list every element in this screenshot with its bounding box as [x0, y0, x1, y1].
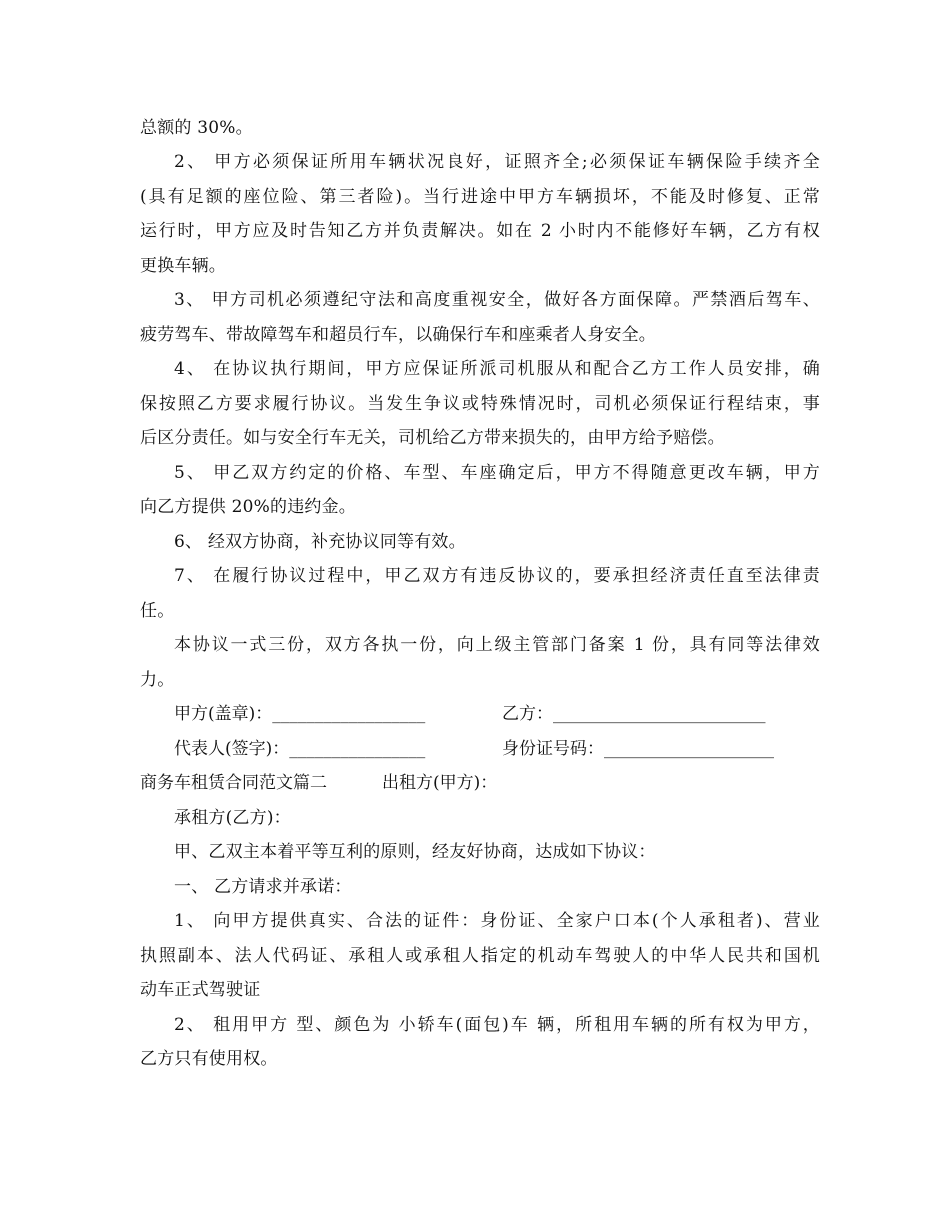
- clause-2-line: 2、 甲方必须保证所用车辆状况良好，证照齐全;必须保证车辆保险手续齐全: [174, 152, 820, 172]
- lessee-label: 承租方(乙方)：: [174, 808, 291, 828]
- section-title: 商务车租赁合同范文篇二: [140, 773, 327, 793]
- paragraph-line: 总额的 30%。: [140, 118, 253, 138]
- clause-6-line: 6、 经双方协商，补充协议同等有效。: [174, 532, 466, 552]
- clause-2-line: (具有足额的座位险、第三者险)。当行进途中甲方车辆损坏，不能及时修复、正常: [140, 187, 820, 207]
- party-b-field: 乙方：_________________________: [502, 704, 766, 724]
- clause-2-line: 更换车辆。: [140, 256, 226, 276]
- id-number-field: 身份证号码：____________________: [502, 739, 774, 759]
- clause-4-line: 后区分责任。如与安全行车无关，司机给乙方带来损失的，由甲方给予赔偿。: [140, 428, 725, 448]
- party-a-seal-field: 甲方(盖章)：__________________: [174, 704, 426, 724]
- representative-signature-field: 代表人(签字)：________________: [174, 739, 426, 759]
- item-2-line: 乙方只有使用权。: [140, 1049, 278, 1069]
- clause-5-line: 5、 甲乙双方约定的价格、车型、车座确定后，甲方不得随意更改车辆，甲方: [174, 463, 820, 483]
- clause-3-line: 疲劳驾车、带故障驾车和超员行车，以确保行车和座乘者人身安全。: [140, 325, 656, 345]
- copies-clause-line: 力。: [140, 670, 175, 690]
- lessor-label: 出租方(甲方)：: [382, 773, 498, 793]
- clause-5-line: 向乙方提供 20%的违约金。: [140, 497, 356, 517]
- clause-4-line: 保按照乙方要求履行协议。当发生争议或特殊情况时，司机必须保证行程结束，事: [140, 394, 820, 414]
- item-2-line: 2、 租用甲方 型、颜色为 小轿车(面包)车 辆，所租用车辆的所有权为甲方，: [174, 1015, 820, 1035]
- clause-7-line: 7、 在履行协议过程中，甲乙双方有违反协议的，要承担经济责任直至法律责: [174, 566, 820, 586]
- item-1-line: 执照副本、法人代码证、承租人或承租人指定的机动车驾驶人的中华人民共和国机: [140, 946, 820, 966]
- copies-clause-line: 本协议一式三份，双方各执一份，向上级主管部门备案 1 份，具有同等法律效: [174, 635, 820, 655]
- section-heading-1: 一、 乙方请求并承诺：: [174, 877, 352, 897]
- clause-3-line: 3、 甲方司机必须遵纪守法和高度重视安全，做好各方面保障。严禁酒后驾车、: [174, 290, 820, 310]
- clause-2-line: 运行时，甲方应及时告知乙方并负责解决。如在 2 小时内不能修好车辆，乙方有权: [140, 221, 820, 241]
- item-1-line: 动车正式驾驶证: [140, 980, 261, 1000]
- item-1-line: 1、 向甲方提供真实、合法的证件：身份证、全家户口本(个人承租者)、营业: [174, 911, 820, 931]
- clause-7-line: 任。: [140, 601, 175, 621]
- agreement-intro-line: 甲、乙双主本着平等互利的原则，经友好协商，达成如下协议：: [174, 842, 656, 862]
- clause-4-line: 4、 在协议执行期间，甲方应保证所派司机服从和配合乙方工作人员安排，确: [174, 359, 820, 379]
